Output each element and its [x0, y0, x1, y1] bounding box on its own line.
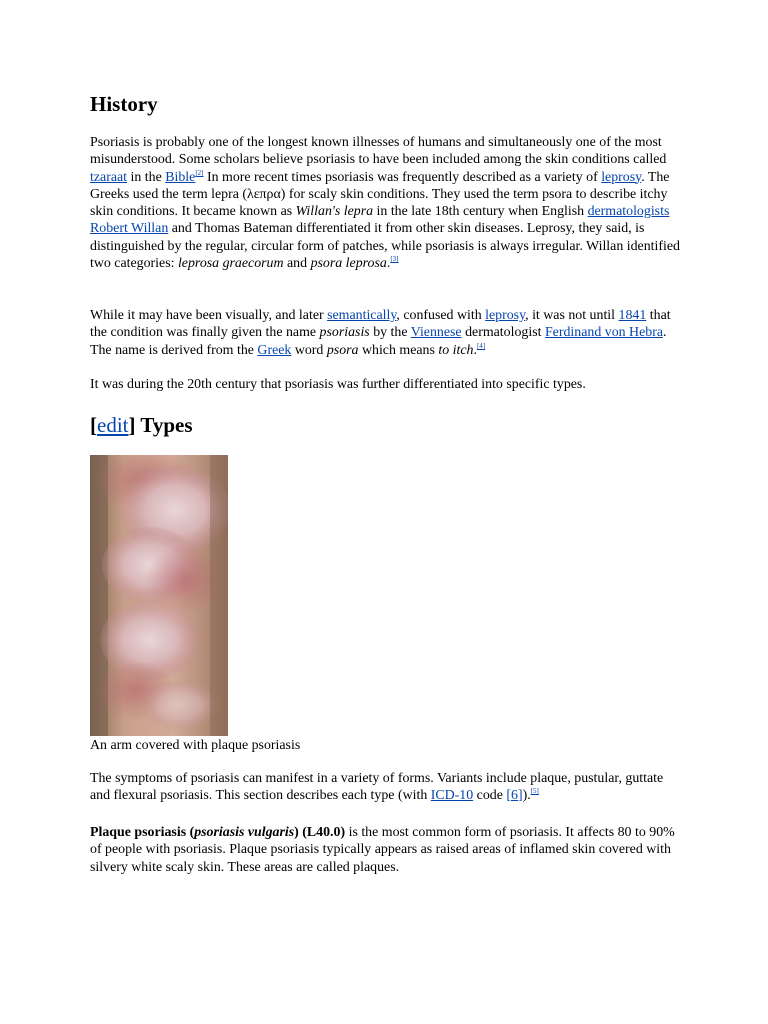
edit-bracket-close: ]	[128, 413, 136, 437]
reference-2-link[interactable]: [2]	[195, 168, 204, 177]
bracket-close: ]	[517, 788, 523, 804]
emphasis-psoriasis-vulgaris: psoriasis vulgaris	[194, 825, 295, 840]
text-run: word	[291, 342, 327, 358]
link-tzaraat[interactable]: tzaraat	[90, 169, 128, 185]
text-run: dermatologist	[461, 325, 545, 341]
text-run: code	[473, 788, 507, 804]
bracket-open: [	[506, 788, 512, 804]
history-paragraph-1	[90, 134, 686, 272]
text-run: ) (L40.0)	[294, 825, 346, 840]
text-run: . The name is derived from the	[90, 325, 667, 358]
history-paragraph-2	[90, 307, 686, 359]
emphasis-psora: psora	[326, 342, 359, 358]
link-ferdinand-von-hebra[interactable]: Ferdinand von Hebra	[544, 325, 663, 341]
text-run: , confused with	[396, 308, 486, 323]
text-run: in the late 18th century when English	[373, 204, 588, 220]
edit-section-link[interactable]: edit	[97, 413, 129, 437]
reference-4-link[interactable]: [4]	[476, 341, 486, 350]
text-run: The symptoms of psoriasis can manifest in a variety of forms. Variants include plaque, pustular, guttate and flexural psoriasis. This section describes each type (with	[90, 771, 664, 804]
link-greek[interactable]: Greek	[257, 342, 292, 358]
text-run: by the	[369, 325, 411, 341]
history-paragraph-3: It was during the 20th century that psoriasis was further differentiated into specific types.	[90, 377, 586, 392]
link-semantically[interactable]: semantically	[327, 308, 397, 323]
text-run: ).	[522, 788, 531, 804]
figure-caption: An arm covered with plaque psoriasis	[90, 738, 301, 753]
reference-3-link[interactable]: [3]	[390, 255, 399, 264]
emphasis-willans-lepra: Willan's lepra	[295, 204, 374, 220]
link-leprosy-2[interactable]: leprosy	[485, 308, 526, 323]
link-code-6[interactable]	[506, 788, 522, 803]
text-run: In more recent times psoriasis was frequently described as a variety of	[203, 169, 602, 185]
text-run: and Thomas Bateman differentiated it from other skin diseases. Leprosy, they said, is distinguished by the regular, circular form of patches, while psoriasis is always irregular. Willan identified two categories:	[90, 221, 680, 272]
text-run: Psoriasis is probably one of the longest known illnesses of humans and simultaneously one of the most misunderstood. Some scholars believe psoriasis to have been included among the skin conditions called	[90, 135, 667, 168]
link-leprosy[interactable]: leprosy	[601, 169, 642, 185]
emphasis-psoriasis: psoriasis	[319, 325, 370, 341]
link-1841[interactable]: 1841	[618, 308, 647, 323]
link-icd10[interactable]: ICD-10	[430, 788, 474, 804]
link-viennese[interactable]: Viennese	[410, 325, 462, 341]
code-6-text: 6	[511, 788, 518, 804]
section-heading-history: History	[90, 92, 158, 116]
text-run: and	[283, 256, 311, 272]
text-run: While it may have been visually, and later	[90, 308, 328, 323]
text-run: is the most common form of psoriasis. It affects 80 to 90% of people with psoriasis. Plaque psoriasis typically appears as raised areas of inflamed skin covered with silvery white scaly skin. These areas are called plaques.	[90, 825, 675, 875]
types-heading-text: Types	[135, 413, 193, 437]
plaque-psoriasis-photo[interactable]	[90, 455, 228, 736]
text-run: , it was not until	[525, 308, 619, 323]
text-run: . The Greeks used the term lepra (λεπρα) for scaly skin conditions. They used the term psora to describe itchy skin conditions. It became known as	[90, 169, 670, 220]
plaque-psoriasis-term	[90, 825, 345, 840]
text-run: in the	[127, 169, 166, 185]
types-paragraph-plaque	[90, 824, 686, 876]
text-run: .	[386, 256, 391, 272]
edit-bracket-open: [	[90, 413, 97, 437]
psoriasis-arm-image	[90, 455, 228, 736]
types-paragraph-1	[90, 770, 686, 805]
reference-5-link[interactable]: [5]	[530, 787, 539, 796]
link-bible[interactable]: Bible	[165, 169, 196, 185]
emphasis-to-itch: to itch	[438, 342, 474, 358]
text-run: Plaque psoriasis (	[90, 825, 195, 840]
link-robert-willan[interactable]: Robert Willan	[90, 221, 169, 237]
section-heading-types	[90, 413, 193, 437]
text-run: which means	[358, 342, 439, 358]
link-dermatologists[interactable]: dermatologists	[587, 204, 670, 220]
emphasis-psora-leprosa: psora leprosa	[310, 256, 387, 272]
emphasis-leprosa-graecorum: leprosa graecorum	[177, 256, 284, 272]
text-run: .	[473, 342, 477, 358]
text-run: that the condition was finally given the name	[90, 308, 671, 341]
